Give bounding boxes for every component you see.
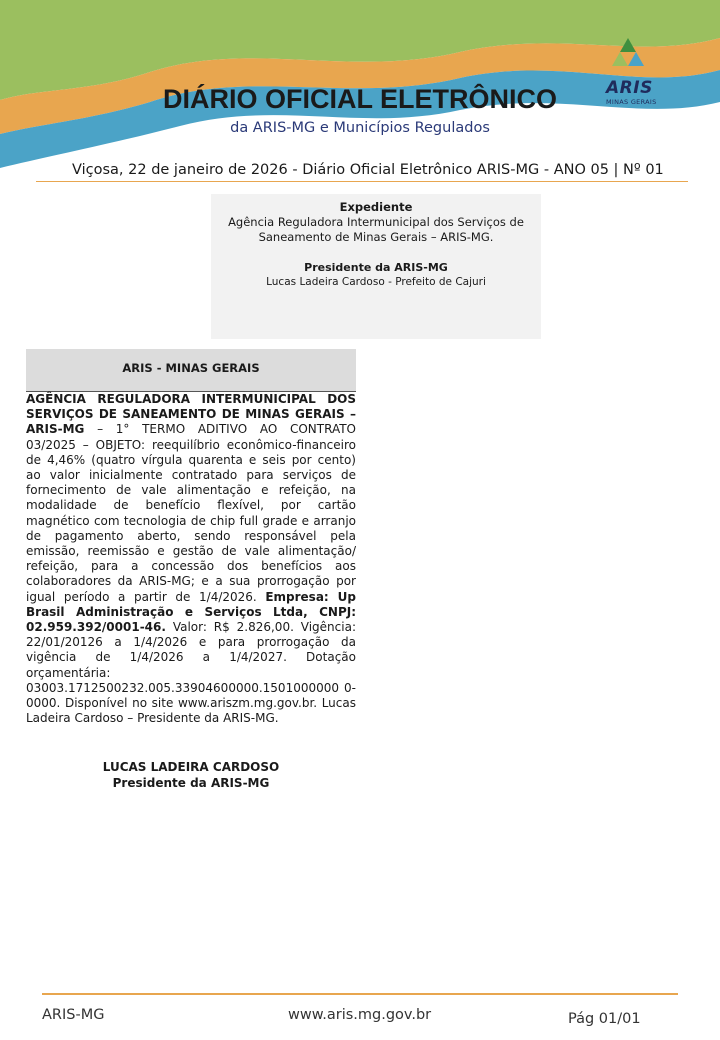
expediente-agency-line1: Agência Reguladora Intermunicipal dos Serviços de (228, 215, 524, 229)
expediente-agency-line2: Saneamento de Minas Gerais – ARIS-MG. (258, 230, 494, 244)
page-subtitle: da ARIS-MG e Municípios Regulados (230, 120, 490, 136)
footer-org: ARIS-MG (42, 1007, 105, 1023)
signature-role: Presidente da ARIS-MG (112, 775, 270, 790)
article-text-2: Valor: R$ 2.826,00. Vigência: 22/01/20126 a 1/4/2026 e para prorrogação da vigência de 1/4/2026 a 1/4/2027. Dotação orçamentária: 03003.1712500232.005.33904600000.1501000000 0-0000. Disponível no site www.ariszm.mg.gov.br. Lucas Ladeira Cardoso – Presidente da ARIS-MG. (26, 620, 356, 726)
signature-name: LUCAS LADEIRA CARDOSO (102, 760, 280, 774)
signature-block (26, 760, 356, 791)
top-divider (36, 181, 688, 182)
expediente-box (211, 194, 541, 339)
page-title: DIÁRIO OFICIAL ELETRÔNICO (162, 84, 557, 114)
expediente-president-name: Lucas Ladeira Cardoso - Prefeito de Cajuri (266, 276, 486, 288)
section-title: ARIS - MINAS GERAIS (122, 361, 260, 375)
article-lead: AGÊNCIA REGULADORA INTERMUNICIPAL DOS SERVIÇOS DE SANEAMENTO DE MINAS GERAIS – ARIS-MG (26, 392, 356, 437)
bottom-divider (42, 993, 678, 995)
expediente-president-heading: Presidente da ARIS-MG (304, 261, 448, 274)
article-text-1: – 1° TERMO ADITIVO AO CONTRATO 03/2025 – OBJETO: reequilíbrio econômico-financeiro de 4,46% (quatro vírgula quarenta e seis por cento) ao valor inicialmente contratado para serviços de fornecimento de vale alimentação e refeição, na modalidade de benefício flexível, por cartão magnético com tecnologia de chip full grade e arranjo de pagamento aberto, sendo responsável pela emissão, reemissão e gestão de vale alimentação/ refeição, para a concessão dos benefícios aos colaboradores da ARIS-MG; e a sua prorrogação por igual período a partir de 1/4/2026. (26, 422, 356, 604)
footer-page-number: Pág 01/01 (568, 1011, 641, 1027)
logo-subtext: MINAS GERAIS (606, 98, 657, 106)
expediente-heading: Expediente (339, 200, 413, 214)
logo-wordmark: ARIS (606, 78, 653, 98)
article-company: Empresa: Up Brasil Administração e Serviços Ltda, CNPJ: 02.959.392/0001-46. (26, 589, 357, 635)
dateline: Viçosa, 22 de janeiro de 2026 - Diário Oficial Eletrônico ARIS-MG - ANO 05 | Nº 01 (72, 162, 664, 178)
article-body (26, 392, 356, 726)
footer-website-link[interactable]: www.aris.mg.gov.br (288, 1007, 432, 1023)
section-header (26, 349, 356, 392)
